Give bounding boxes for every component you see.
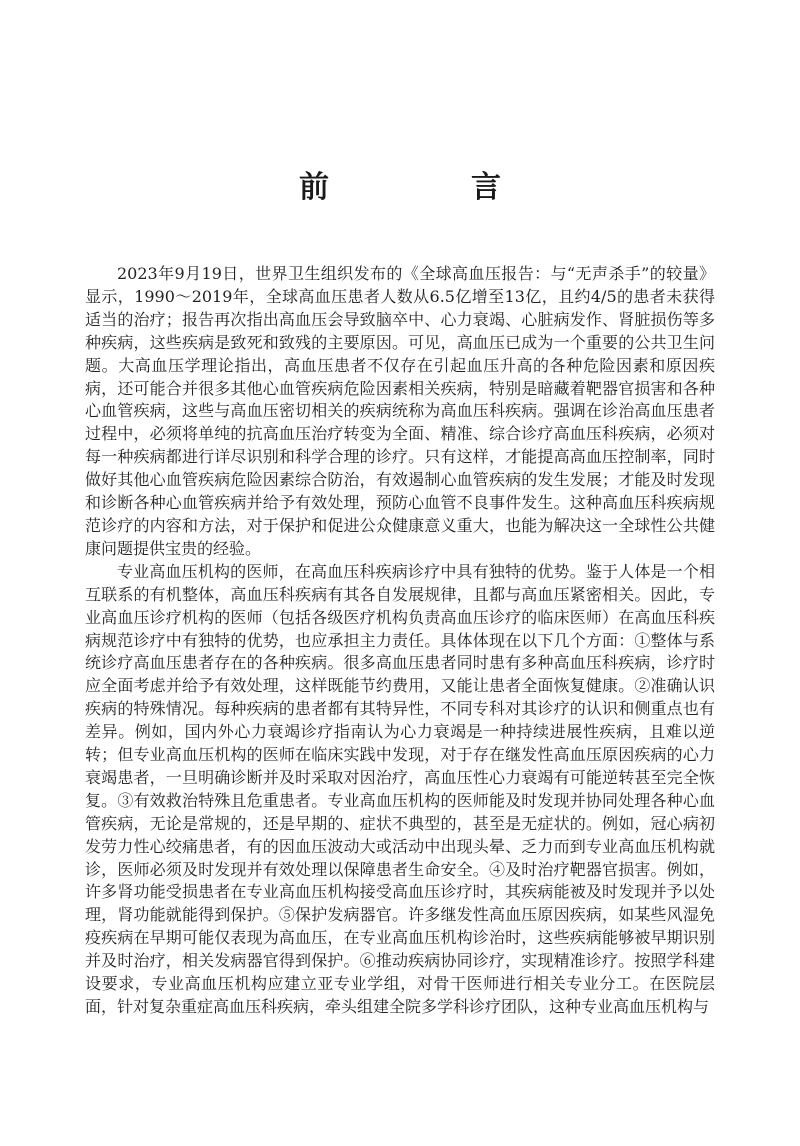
paragraph-1: 2023年9月19日，世界卫生组织发布的《全球高血压报告：与“无声杀手”的较量》显示，1990～2019年，全球高血压患者人数从6.5亿增至13亿，且约4/5的患者未获得适当的治疗；报告再次指出高血压会导致脑卒中、心力衰竭、心脏病发作、肾脏损伤等多种疾病，这些疾病是致死和致残的主要原因。可见，高血压已成为一个重要的公共卫生问题。大高血压学理论指出，高血压患者不仅存在引起血压升高的各种危险因素和原因疾病，还可能合并很多其他心血管疾病危险因素相关疾病，特别是暗藏着靶器官损害和各种心血管疾病，这些与高血压密切相关的疾病统称为高血压科疾病。强调在诊治高血压患者过程中，必须将单纯的抗高血压治疗转变为全面、精准、综合诊疗高血压科疾病，必须对每一种疾病都进行详尽识别和科学合理的诊疗。只有这样，才能提高高血压控制率，同时做好其他心血管疾病危险因素综合防治，有效遏制心血管疾病的发生发展；才能及时发现和诊断各种心血管疾病并给予有效处理，预防心血管不良事件发生。这种高血压科疾病规范诊疗的内容和方法，对于保护和促进公众健康意义重大，也能为解决这一全球性公共健康问题提供宝贵的经验。: [85, 264, 715, 558]
preface-body: [85, 263, 715, 1019]
page-title: 前 言: [299, 170, 557, 205]
paragraph-2: 专业高血压机构的医师，在高血压科疾病诊疗中具有独特的优势。鉴于人体是一个相互联系的有机整体，高血压科疾病有其各自发展规律，且都与高血压紧密相关。因此，专业高血压诊疗机构的医师（包括各级医疗机构负责高血压诊疗的临床医师）在高血压科疾病规范诊疗中有独特的优势，也应承担主力责任。具体体现在以下几个方面：①整体与系统诊疗高血压患者存在的各种疾病。很多高血压患者同时患有多种高血压科疾病，诊疗时应全面考虑并给予有效处理，这样既能节约费用，又能让患者全面恢复健康。②准确认识疾病的特殊情况。每种疾病的患者都有其特异性，不同专科对其诊疗的认识和侧重点也有差异。例如，国内外心力衰竭诊疗指南认为心力衰竭是一种持续进展性疾病，且难以逆转；但专业高血压机构的医师在临床实践中发现，对于存在继发性高血压原因疾病的心力衰竭患者，一旦明确诊断并及时采取对因治疗，高血压性心力衰竭有可能逆转甚至完全恢复。③有效救治特殊且危重患者。专业高血压机构的医师能及时发现并协同处理各种心血管疾病，无论是常规的，还是早期的、症状不典型的，甚至是无症状的。例如，冠心病初发劳力性心绞痛患者，有的因血压波动大或活动中出现头晕、乏力而到专业高血压机构就诊，医师必须及时发现并有效处理以保障患者生命安全。④及时治疗靶器官损害。例如，许多肾功能受损患者在专业高血压机构接受高血压诊疗时，其疾病能被及时发现并予以处理，肾功能就能得到保护。⑤保护发病器官。许多继发性高血压原因疾病，如某些风湿免疫疾病在早期可能仅表现为高血压，在专业高血压机构诊治时，这些疾病能够被早期识别并及时治疗，相关发病器官得到保护。⑥推动疾病协同诊疗，实现精准诊疗。按照学科建设要求，专业高血压机构应建立亚专业学组，对骨干医师进行相关专业分工。在医院层面，针对复杂重症高血压科疾病，牵头组建全院多学科诊疗团队，这种专业高血压机构与: [85, 561, 715, 1016]
